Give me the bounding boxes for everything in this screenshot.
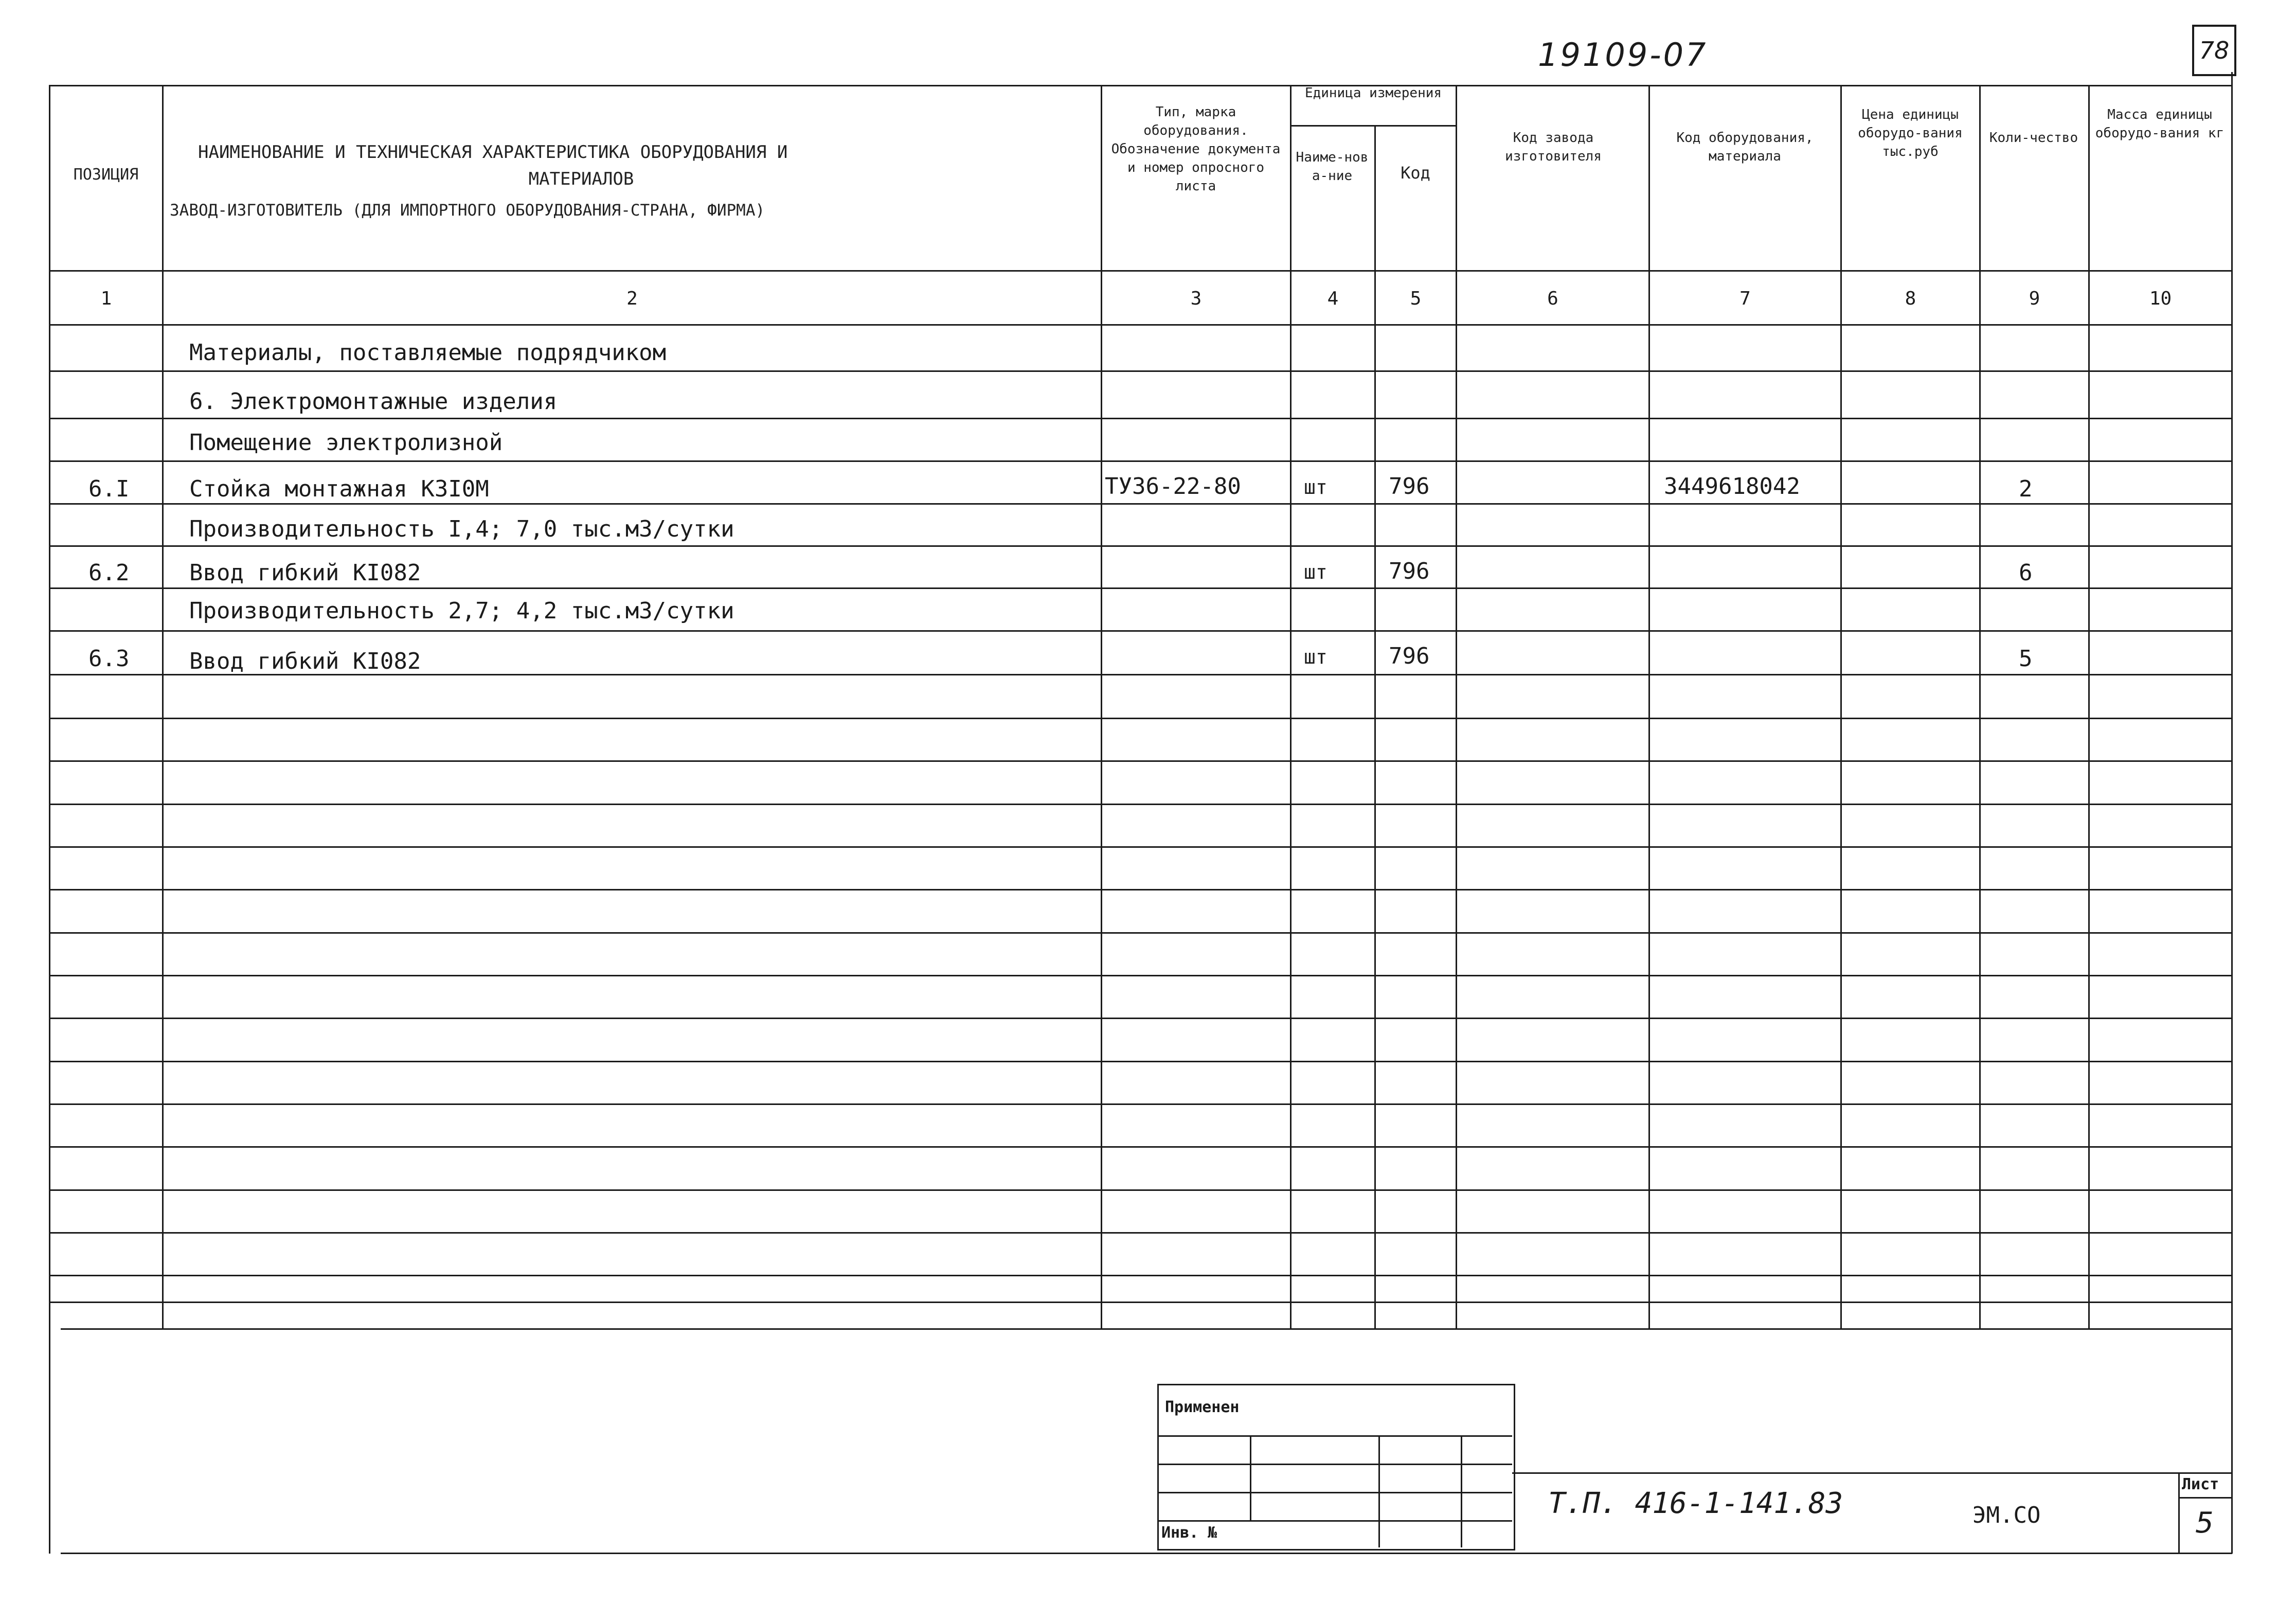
colnum-1 xyxy=(50,288,162,309)
table-row-line xyxy=(49,804,2232,805)
colnum-4-text: 4 xyxy=(1327,288,1339,309)
page-number-top: 78 xyxy=(2199,37,2230,64)
colnum-9 xyxy=(1981,288,2088,309)
colnum-4 xyxy=(1292,288,1374,309)
header-name-line2: МАТЕРИАЛОВ xyxy=(528,169,634,189)
stamp-line-1 xyxy=(1157,1435,1512,1437)
row-7-name: Ввод гибкий КI082 xyxy=(189,648,421,674)
row-5-pos: 6.2 xyxy=(88,560,130,586)
row-7-unit: шт xyxy=(1304,646,1328,668)
col-sep-6 xyxy=(1648,85,1650,1328)
row-5-unit: шт xyxy=(1304,561,1328,583)
table-row-line xyxy=(49,503,2232,505)
table-row-line xyxy=(49,460,2232,462)
colnum-3-text: 3 xyxy=(1190,288,1202,309)
stamp-list-number: 5 xyxy=(2195,1506,2214,1540)
unit-group-divider xyxy=(1290,125,1457,127)
page-bottom-border xyxy=(61,1553,2232,1554)
table-row-line xyxy=(49,587,2232,589)
header-unit-code: Код xyxy=(1401,163,1430,183)
stamp-doc-code: Т.П. 416-1-141.83 xyxy=(1548,1487,1843,1520)
table-row-line xyxy=(49,1189,2232,1191)
stamp-list-label: Лист xyxy=(2182,1475,2219,1493)
row-5-qty: 6 xyxy=(2019,560,2033,586)
table-row-line xyxy=(49,418,2232,419)
table-row-line xyxy=(49,545,2232,547)
stamp-vline-3 xyxy=(1461,1435,1462,1547)
colnum-1-text: 1 xyxy=(100,288,112,309)
table-right-border xyxy=(2231,72,2233,1554)
header-maker-code: Код завода изготовителя xyxy=(1505,130,1602,164)
colnum-6 xyxy=(1457,288,1648,309)
row-3-name: Стойка монтажная К3I0М xyxy=(189,476,489,502)
stamp-primenen: Применен xyxy=(1165,1398,1240,1416)
header-quantity: Коли-чество xyxy=(1989,130,2078,146)
table-row-line xyxy=(49,1061,2232,1062)
colnum-8 xyxy=(1842,288,1979,309)
header-name xyxy=(170,139,1096,228)
header-unit-group-label: Единица измерения xyxy=(1304,85,1442,101)
colnum-5 xyxy=(1376,288,1456,309)
row-5-unit-code: 796 xyxy=(1389,558,1430,584)
colnum-2 xyxy=(164,288,1101,309)
table-row-line xyxy=(49,630,2232,632)
header-name-line1: НАИМЕНОВАНИЕ И ТЕХНИЧЕСКАЯ ХАРАКТЕРИСТИКА ОБОРУДОВАНИЯ И xyxy=(198,142,788,163)
colnum-2-text: 2 xyxy=(626,288,638,309)
row-3-equip-code: 3449618042 xyxy=(1664,473,1800,500)
stamp-line-4 xyxy=(1157,1520,1512,1522)
header-price: Цена единицы оборудо-вания тыс.руб xyxy=(1858,107,1963,159)
table-row-line xyxy=(49,889,2232,890)
header-mass: Масса единицы оборудо-вания кг xyxy=(2095,107,2225,141)
colnum-9-text: 9 xyxy=(2029,288,2040,309)
title-block-top xyxy=(1512,1472,2231,1474)
table-row-line xyxy=(49,1275,2232,1276)
colnum-7 xyxy=(1650,288,1840,309)
table-row-line xyxy=(49,1018,2232,1019)
table-top-border xyxy=(49,85,2232,86)
colnum-8-text: 8 xyxy=(1905,288,1916,309)
header-name-line3: ЗАВОД-ИЗГОТОВИТЕЛЬ (ДЛЯ ИМПОРТНОГО ОБОРУДОВАНИЯ-СТРАНА, ФИРМА) xyxy=(170,201,765,220)
row-4-name: Производительность I,4; 7,0 тыс.м3/сутки xyxy=(189,516,734,542)
table-row-line xyxy=(49,1103,2232,1105)
colnum-10 xyxy=(2090,288,2231,309)
row-3-type: ТУ36-22-80 xyxy=(1105,473,1241,500)
row-3-qty: 2 xyxy=(2019,476,2033,502)
row-0-name: Материалы, поставляемые подрядчиком xyxy=(189,340,667,366)
table-row-line xyxy=(49,1302,2232,1303)
colnum-5-text: 5 xyxy=(1410,288,1422,309)
stamp-vline-2 xyxy=(1378,1435,1380,1547)
stamp-sheet-code: ЭМ.СО xyxy=(1972,1502,2041,1528)
col-sep-7 xyxy=(1840,85,1842,1328)
header-position: ПОЗИЦИЯ xyxy=(73,166,139,184)
table-row-line xyxy=(49,975,2232,976)
row-7-qty: 5 xyxy=(2019,646,2033,672)
table-row-line xyxy=(49,1146,2232,1148)
col-sep-1 xyxy=(162,85,164,1328)
row-3-pos: 6.I xyxy=(88,476,130,502)
stamp-line-2 xyxy=(1157,1464,1512,1465)
row-6-name: Производительность 2,7; 4,2 тыс.м3/сутки xyxy=(189,598,734,624)
col-sep-3 xyxy=(1290,85,1292,1328)
table-row-line xyxy=(49,1232,2232,1234)
table-row-line xyxy=(49,846,2232,848)
table-row-line xyxy=(49,718,2232,719)
row-3-unit: шт xyxy=(1304,476,1328,498)
table-row-line xyxy=(49,760,2232,762)
row-5-name: Ввод гибкий КI082 xyxy=(189,560,421,586)
colnum-bottom-border xyxy=(49,324,2232,326)
colnum-3 xyxy=(1102,288,1290,309)
row-2-name: Помещение электролизной xyxy=(189,430,503,456)
colnum-7-text: 7 xyxy=(1739,288,1751,309)
col-sep-9 xyxy=(2088,85,2090,1328)
header-equip-code: Код оборудования, материала xyxy=(1676,130,1814,164)
row-3-unit-code: 796 xyxy=(1389,473,1430,500)
colnum-10-text: 10 xyxy=(2149,288,2172,309)
stamp-line-3 xyxy=(1157,1492,1512,1493)
col-sep-8 xyxy=(1979,85,1981,1328)
stamp-inv: Инв. № xyxy=(1161,1524,1217,1542)
sheet-box-divider xyxy=(2178,1497,2232,1499)
row-1-name: 6. Электромонтажные изделия xyxy=(189,388,558,415)
row-7-pos: 6.3 xyxy=(88,646,130,672)
col-sep-5 xyxy=(1456,85,1457,1328)
col-sep-2 xyxy=(1101,85,1102,1328)
page-number-box xyxy=(2192,25,2236,76)
table-row-line xyxy=(49,370,2232,372)
colnum-6-text: 6 xyxy=(1547,288,1558,309)
header-type: Тип, марка оборудования. Обозначение документа и номер опросного листа xyxy=(1111,104,1281,194)
header-unit-name: Наиме-нова-ние xyxy=(1296,150,1369,184)
header-bottom-border xyxy=(49,270,2232,272)
table-row-line xyxy=(49,932,2232,934)
row-7-unit-code: 796 xyxy=(1389,643,1430,669)
table-bottom-border xyxy=(61,1328,2232,1330)
stamp-vline-1 xyxy=(1250,1435,1251,1520)
document-number: 19109-07 xyxy=(1538,36,1708,74)
